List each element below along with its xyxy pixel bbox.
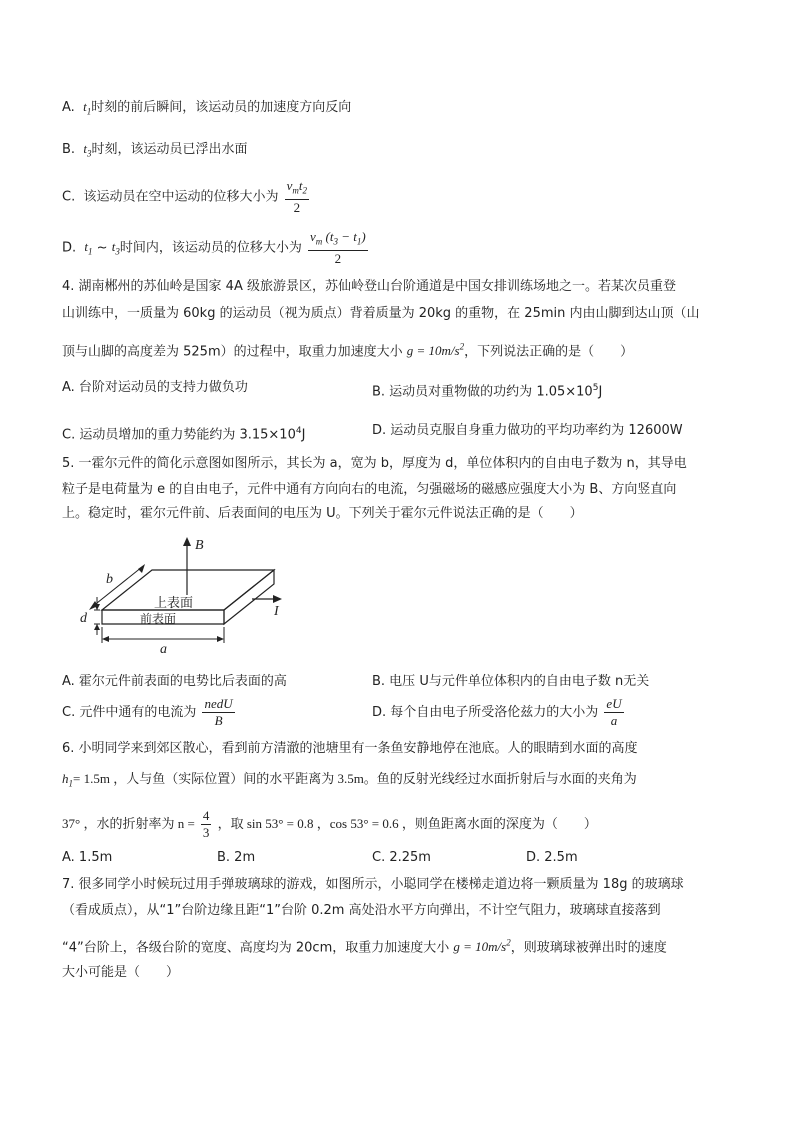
q4-option-d: D. 运动员克服自身重力做功的平均功率约为 12600W bbox=[372, 423, 683, 438]
fraction: $\frac{4}{3}$ bbox=[202, 808, 210, 840]
q6-option-b: B. 2m bbox=[217, 850, 256, 865]
q6-stem-line3: 37° ，水的折射率为 n = $\frac{4}{3}$ ，取 sin 53° = 0.8 ，cos 53° = 0.6 ，则鱼距离水面的深度为（ ） bbox=[62, 808, 597, 840]
gravity-expression: $g = 10m/s^2$ bbox=[453, 938, 511, 955]
q4-stem-line2: 山训练中，一质量为 60kg 的运动员（视为质点）背着质量为 20kg 的重物，在 25min 内由山脚到达山顶（山 bbox=[62, 306, 700, 321]
q6-option-c: C. 2.25m bbox=[372, 850, 431, 865]
q7-stem-line3: “4”台阶上，各级台阶的宽度、高度均为 20cm，取重力加速度大小 $g = 10m/s^2$，则玻璃球被弹出时的速度 bbox=[62, 938, 667, 956]
q3-option-b bbox=[62, 140, 247, 163]
q5-option-a: A. 霍尔元件前表面的电势比后表面的高 bbox=[62, 674, 287, 689]
option-text: 时刻，该运动员已浮出水面 bbox=[91, 142, 248, 157]
hall-element-diagram bbox=[62, 535, 302, 665]
q5-stem-line3: 上。稳定时，霍尔元件前、后表面间的电压为 U。下列关于霍尔元件说法正确的是（ ） bbox=[62, 506, 583, 521]
q4-stem-line1: 4. 湖南郴州的苏仙岭是国家 4A 级旅游景区，苏仙岭登山台阶通道是中国女排训练场地之一。若某次员重登 bbox=[62, 279, 676, 294]
t3-symbol: $t_3$ bbox=[83, 141, 92, 159]
fraction: $\frac{eU}{a}$ bbox=[606, 696, 622, 728]
label-a: a bbox=[160, 642, 167, 657]
q6-option-d: D. 2.5m bbox=[526, 850, 578, 865]
q5-option-b: B. 电压 U与元件单位体积内的自由电子数 n无关 bbox=[372, 674, 650, 689]
option-text: 时间内，该运动员的位移大小为 bbox=[119, 240, 302, 256]
q7-stem-line2: （看成质点），从“1”台阶边缘且距“1”台阶 0.2m 高处沿水平方向弹出，不计空气阻力，玻璃球直接落到 bbox=[62, 903, 661, 918]
label-B: B bbox=[195, 538, 204, 553]
q4-option-b: B. 运动员对重物做的功约为 $1.05\times 10^5J$ bbox=[372, 383, 603, 400]
label-top-surface: 上表面 bbox=[154, 596, 194, 611]
fraction: $\frac{\text{nedU}}{B}$ bbox=[204, 696, 233, 728]
label-front-surface: 前表面 bbox=[140, 612, 177, 626]
q4-option-c: C. 运动员增加的重力势能约为 $3.15\times 10^4J$ bbox=[62, 426, 306, 443]
fraction: $\frac{v_m (t_3 - t_1)}{2}$ bbox=[310, 229, 366, 266]
q6-option-a: A. 1.5m bbox=[62, 850, 113, 865]
q5-stem-line2: 粒子是电荷量为 e 的自由电子，元件中通有方向向右的电流，匀强磁场的磁感应强度大小为 B、方向竖直向 bbox=[62, 482, 677, 497]
q3-option-d: D. $t_1$ ~ $t_3$时间内，该运动员的位移大小为 $\frac{v_m (t_3 - t_1)}{2}$ bbox=[62, 229, 366, 266]
q5-option-c: C. 元件中通有的电流为 $\frac{\text{nedU}}{B}$ bbox=[62, 696, 233, 728]
q4-stem-line3: 顶与山脚的高度差为 525m）的过程中，取重力加速度大小 $g = 10m/s^2$，下列说法正确的是（ ） bbox=[62, 342, 634, 360]
option-letter: D. bbox=[62, 240, 77, 256]
option-letter: A. bbox=[62, 100, 75, 115]
option-letter: C. bbox=[62, 189, 76, 205]
q4-option-a: A. 台阶对运动员的支持力做负功 bbox=[62, 380, 248, 395]
fraction: $\frac{v_mt_2}{2}$ bbox=[286, 178, 308, 215]
t1-symbol: $t_1$ bbox=[83, 99, 92, 117]
label-d: d bbox=[80, 611, 87, 626]
q3-option-c bbox=[62, 178, 311, 216]
option-text: 该运动员在空中运动的位移大小为 bbox=[83, 189, 279, 205]
q7-stem-line4: 大小可能是（ ） bbox=[62, 965, 180, 980]
option-text: 时刻的前后瞬间，该运动员的加速度方向反向 bbox=[91, 100, 352, 115]
q5-stem-line1: 5. 一霍尔元件的简化示意图如图所示，其长为 a，宽为 b，厚度为 d，单位体积内的自由电子数为 n，其导电 bbox=[62, 456, 687, 471]
q3-option-a bbox=[62, 98, 351, 121]
option-letter: B. bbox=[62, 142, 76, 157]
q6-stem-line1: 6. 小明同学来到郊区散心，看到前方清澈的池塘里有一条鱼安静地停在池底。人的眼睛到水面的高度 bbox=[62, 741, 638, 756]
label-b: b bbox=[106, 572, 113, 587]
q6-stem-line2: $h_1= 1.5m$ ，人与鱼（实际位置）间的水平距离为 3.5m。鱼的反射光线经过水面折射后与水面的夹角为 bbox=[62, 771, 637, 789]
label-I: I bbox=[274, 604, 279, 619]
q7-stem-line1: 7. 很多同学小时候玩过用手弹玻璃球的游戏，如图所示，小聪同学在楼梯走道边将一颗质量为 18g 的玻璃球 bbox=[62, 877, 684, 892]
q5-option-d: D. 每个自由电子所受洛伦兹力的大小为 $\frac{eU}{a}$ bbox=[372, 696, 622, 728]
gravity-expression: $g = 10m/s^2$ bbox=[406, 342, 465, 359]
